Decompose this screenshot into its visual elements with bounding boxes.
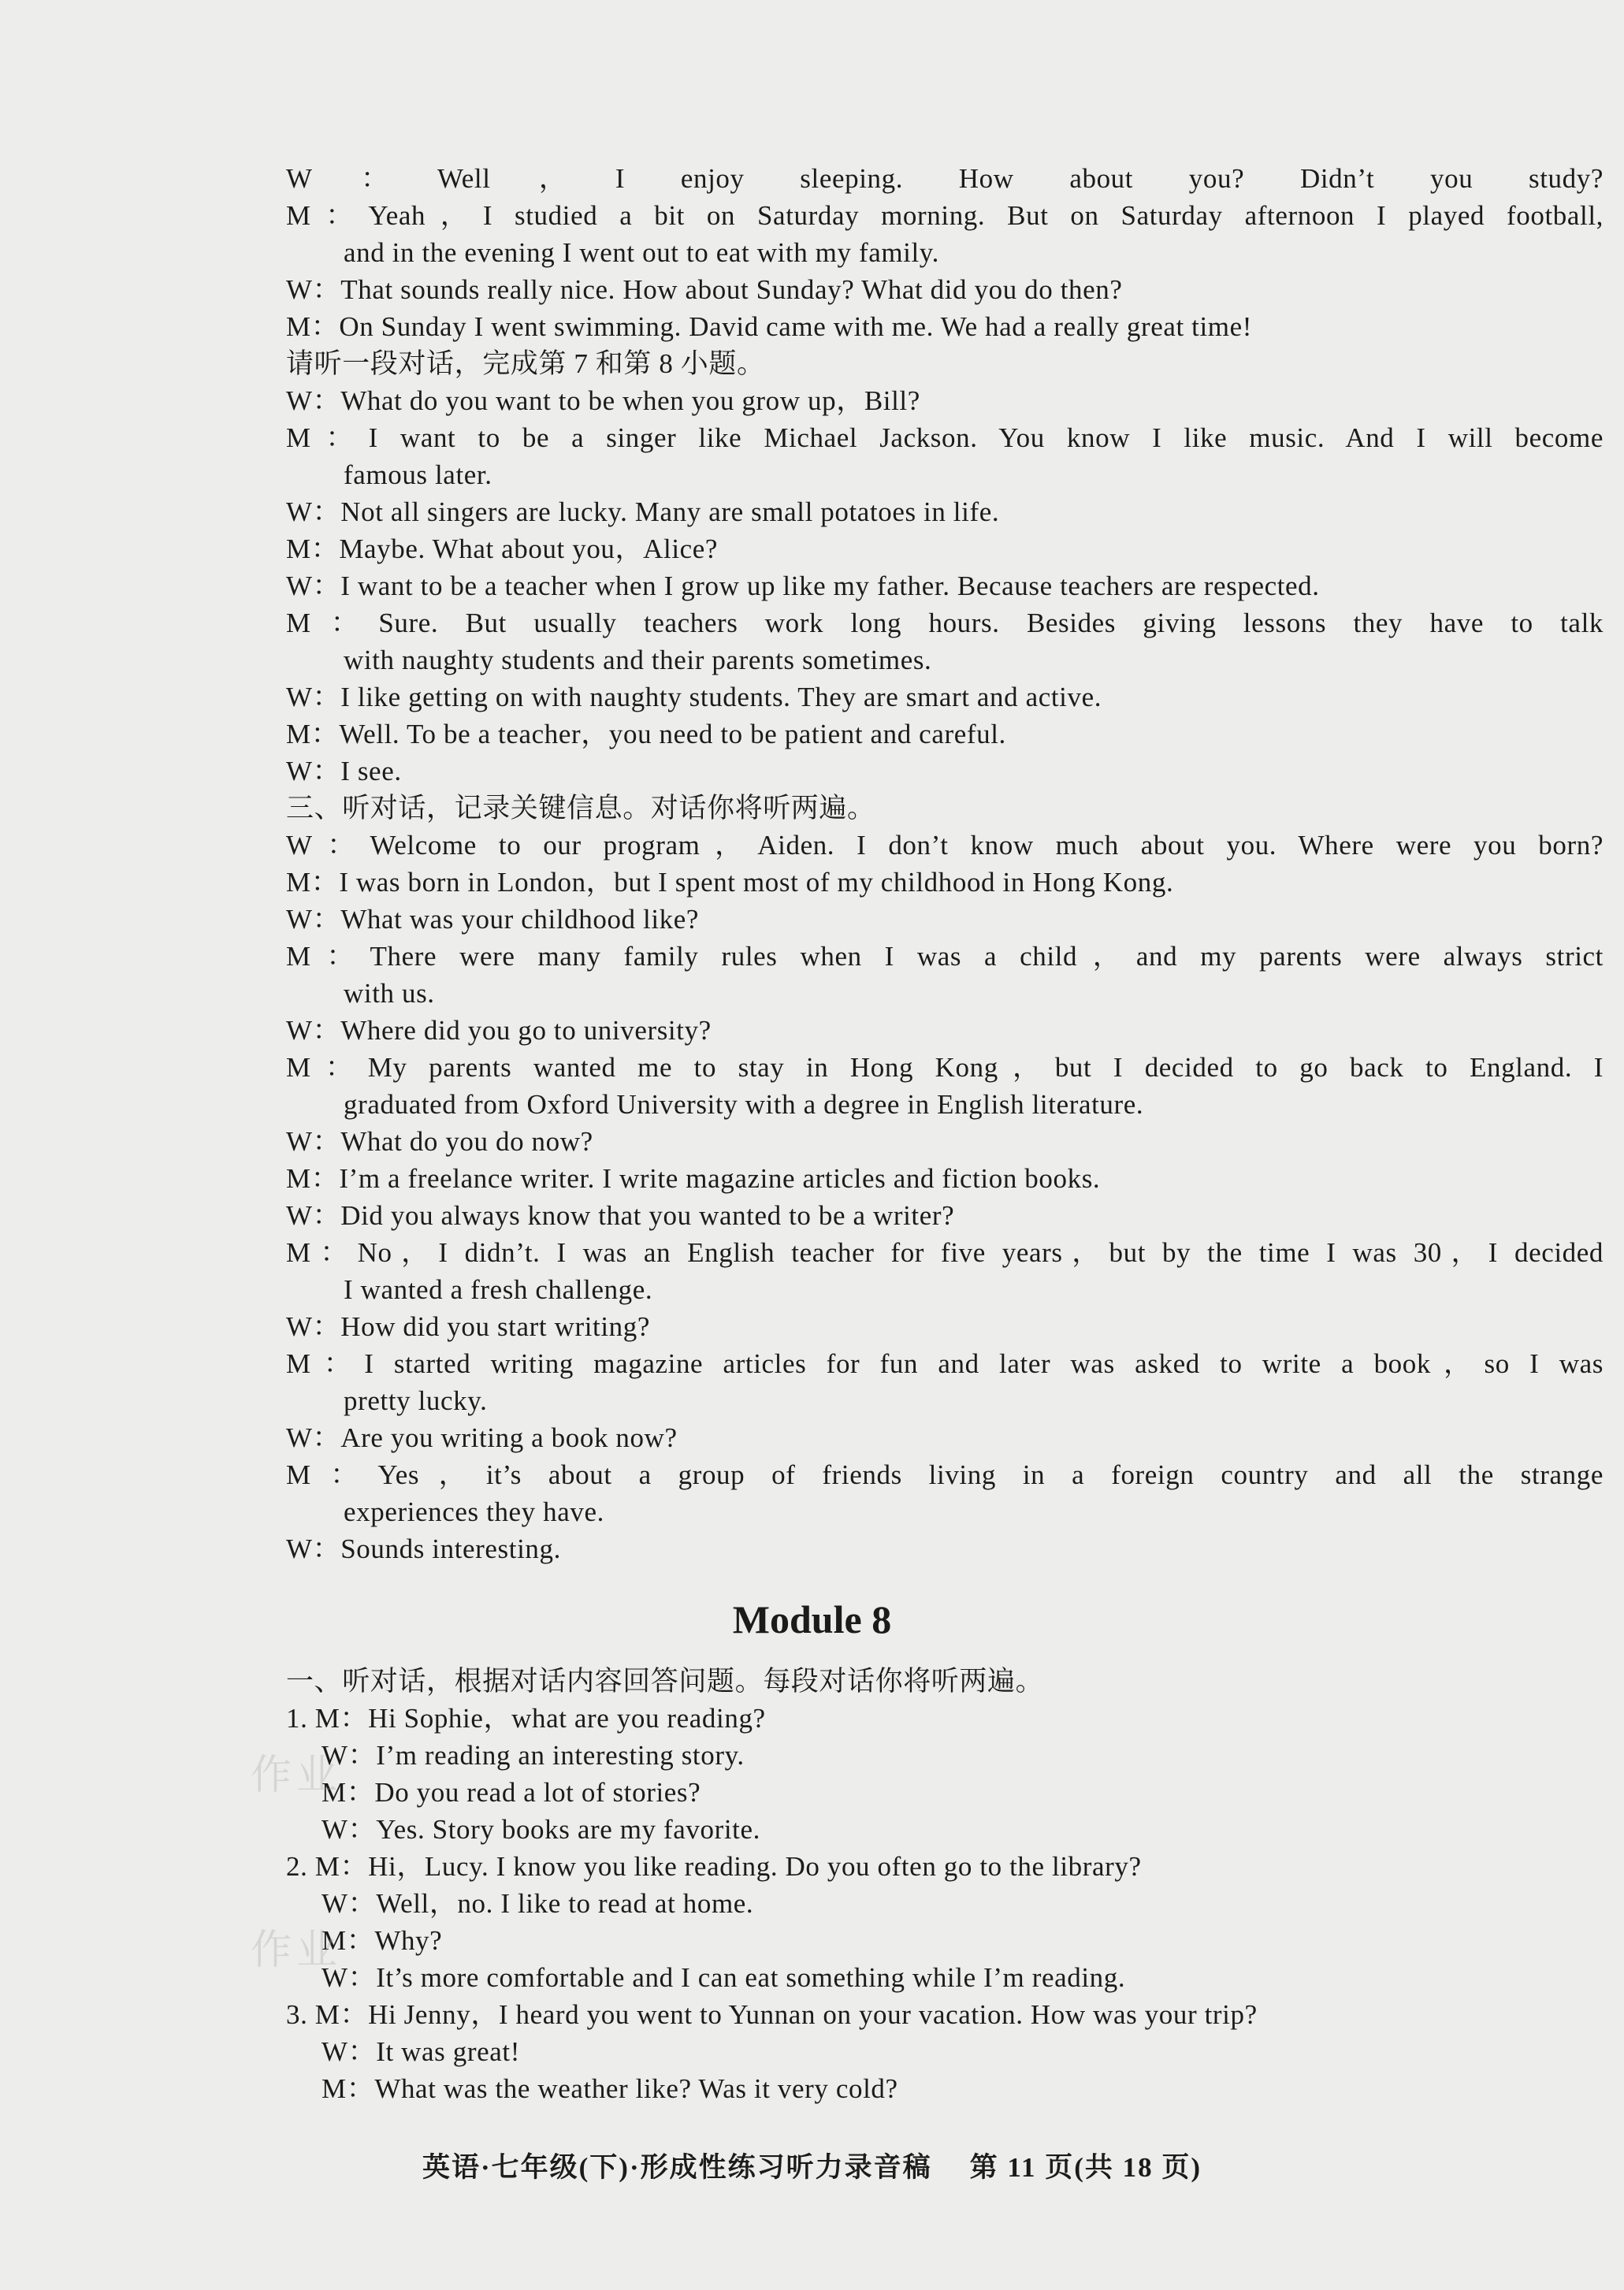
transcript-line: W：Where did you go to university? <box>286 1015 712 1046</box>
transcript-line: W：I like getting on with naughty students. They are smart and active. <box>286 682 1102 712</box>
transcript-line: M：I was born in London，but I spent most of my childhood in Hong Kong. <box>286 867 1174 898</box>
page-number: 第 11 页(共 18 页) <box>969 2152 1202 2183</box>
transcript-line: M：I want to be a singer like Michael Jackson. You know I like music. And I will become <box>286 422 1604 453</box>
transcript-line: W：I see. <box>286 756 402 786</box>
transcript-line: W：Welcome to our program，Aiden. I don’t know much about you. Where were you born? <box>286 830 1604 861</box>
transcript-line: M：I started writing magazine articles for fun and later was asked to write a book，so I was <box>286 1348 1604 1379</box>
transcript-line: M：No，I didn’t. I was an English teacher for five years，but by the time I was 30，I decided <box>286 1237 1604 1268</box>
transcript-line: 3. M：Hi Jenny，I heard you went to Yunnan on your vacation. How was your trip? <box>286 1999 1258 2030</box>
transcript-line: W：That sounds really nice. How about Sunday? What did you do then? <box>286 274 1123 305</box>
transcript-line: W：It was great! <box>321 2036 520 2067</box>
transcript-line: W：I’m reading an interesting story. <box>321 1740 745 1771</box>
transcript-line: graduated from Oxford University with a degree in English literature. <box>344 1089 1144 1120</box>
transcript-line: 1. M：Hi Sophie，what are you reading? <box>286 1703 766 1734</box>
transcript-line: W：What was your childhood like? <box>286 904 700 935</box>
transcript-line: W：It’s more comfortable and I can eat something while I’m reading. <box>321 1962 1126 1993</box>
transcript-line: M：My parents wanted me to stay in Hong Kong，but I decided to go back to England. I <box>286 1052 1604 1083</box>
transcript-line: M：There were many family rules when I was a child，and my parents were always strict <box>286 941 1604 972</box>
page-footer <box>0 2148 1624 2188</box>
transcript-line: W：Yes. Story books are my favorite. <box>321 1814 760 1845</box>
transcript-line: experiences they have. <box>344 1496 604 1527</box>
transcript-line: pretty lucky. <box>344 1385 488 1416</box>
transcript-line: M：Yeah，I studied a bit on Saturday morning. But on Saturday afternoon I played football, <box>286 200 1604 231</box>
watermark-graphic: 作业 <box>251 1752 343 1799</box>
module-title: Module 8 <box>732 1597 892 1641</box>
transcript-line: M：Well. To be a teacher，you need to be patient and careful. <box>286 719 1006 749</box>
section-heading: 一、听对话，根据对话内容回答问题。每段对话你将听两遍。 <box>286 1666 1044 1697</box>
transcript-line: M：I’m a freelance writer. I write magazine articles and fiction books. <box>286 1163 1101 1194</box>
transcript-line: W：I want to be a teacher when I grow up like my father. Because teachers are respected. <box>286 571 1320 601</box>
transcript-line: W：Well，no. I like to read at home. <box>321 1888 754 1919</box>
transcript-line: I wanted a fresh challenge. <box>344 1274 653 1305</box>
section-heading: 三、听对话，记录关键信息。对话你将听两遍。 <box>286 793 875 823</box>
transcript-line: W：Sounds interesting. <box>286 1533 561 1564</box>
transcript-line: W：Well，I enjoy sleeping. How about you? Didn’t you study? <box>286 163 1604 194</box>
transcript-line: W：Are you writing a book now? <box>286 1422 678 1453</box>
transcript-line: M：Maybe. What about you，Alice? <box>286 533 719 564</box>
transcript-line: W：Did you always know that you wanted to be a writer? <box>286 1200 955 1231</box>
transcript-line: famous later. <box>344 459 492 490</box>
watermark-graphic: 作业 <box>251 1927 343 1974</box>
transcript-line: 2. M：Hi，Lucy. I know you like reading. Do you often go to the library? <box>286 1851 1142 1882</box>
transcript-line: M：Sure. But usually teachers work long hours. Besides giving lessons they have to talk <box>286 608 1604 638</box>
transcript-line: with us. <box>344 978 435 1009</box>
transcript-line: M：Yes，it’s about a group of friends living in a foreign country and all the strange <box>286 1459 1604 1490</box>
footer-title: 英语·七年级(下)·形成性练习听力录音稿 <box>422 2152 932 2183</box>
section-instruction: 请听一段对话，完成第 7 和第 8 小题。 <box>286 348 765 379</box>
transcript-line: M：On Sunday I went swimming. David came with me. We had a really great time! <box>286 311 1253 342</box>
transcript-line: M：Do you read a lot of stories? <box>321 1777 701 1808</box>
transcript-line: W：How did you start writing? <box>286 1311 651 1342</box>
transcript-line: with naughty students and their parents sometimes. <box>344 645 932 675</box>
transcript-line: M：What was the weather like? Was it very cold? <box>321 2073 898 2104</box>
transcript-line: and in the evening I went out to eat with my family. <box>344 237 939 268</box>
transcript-line: M：Why? <box>321 1925 443 1956</box>
transcript-line: W：What do you do now? <box>286 1126 593 1157</box>
transcript-line: W：Not all singers are lucky. Many are small potatoes in life. <box>286 496 1000 527</box>
transcript-line: W：What do you want to be when you grow up，Bill? <box>286 385 920 416</box>
